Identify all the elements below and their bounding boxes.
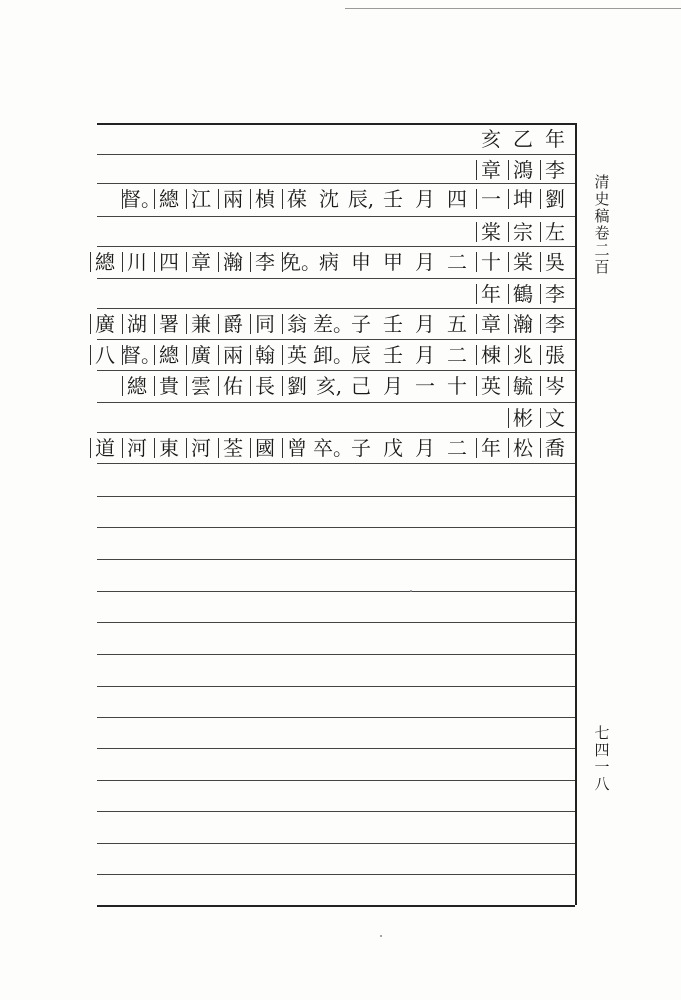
event-char: 卒。 bbox=[313, 436, 353, 460]
table-row bbox=[99, 184, 573, 214]
event-char: 曾 bbox=[281, 433, 313, 463]
event-char: 總 bbox=[89, 247, 121, 277]
name-char: 李 bbox=[539, 155, 571, 185]
event-char: 辰, bbox=[347, 187, 375, 211]
paper-speck bbox=[410, 590, 412, 592]
event-char: 葆 bbox=[281, 184, 313, 214]
row-rule bbox=[97, 463, 575, 464]
name-char: 十 bbox=[475, 247, 507, 277]
name-char: 李 bbox=[539, 309, 571, 339]
governor-name bbox=[475, 371, 571, 401]
name-char: 一 bbox=[475, 184, 507, 214]
event-text bbox=[89, 340, 473, 370]
name-char: 兆 bbox=[507, 340, 539, 370]
event-char: 兩 bbox=[217, 184, 249, 214]
event-char: 免。 bbox=[281, 247, 313, 277]
table-right-border bbox=[575, 123, 577, 905]
event-char: 總 bbox=[153, 340, 185, 370]
event-char: 督。 bbox=[121, 340, 153, 370]
event-char: 章 bbox=[185, 247, 217, 277]
event-char: 總 bbox=[121, 371, 153, 401]
event-char: 李 bbox=[249, 247, 281, 277]
name-char: 坤 bbox=[507, 184, 539, 214]
governor-name bbox=[475, 184, 571, 214]
event-char: 佑 bbox=[217, 371, 249, 401]
governor-name bbox=[475, 309, 571, 339]
event-char: 子 bbox=[351, 312, 371, 336]
row-rule bbox=[97, 622, 575, 623]
event-char: 四 bbox=[153, 247, 185, 277]
name-char: 年 bbox=[475, 279, 507, 309]
row-rule bbox=[97, 748, 575, 749]
event-char: 月 bbox=[415, 312, 435, 336]
event-char: 沈 bbox=[319, 187, 339, 211]
event-char: 瀚 bbox=[217, 247, 249, 277]
event-char: 翰 bbox=[249, 340, 281, 370]
table-row bbox=[95, 309, 573, 339]
governor-name bbox=[475, 279, 571, 309]
name-char: 瀚 bbox=[507, 309, 539, 339]
event-char: 亥, bbox=[315, 374, 343, 398]
event-char: 壬 bbox=[383, 187, 403, 211]
table-row bbox=[95, 340, 573, 370]
event-char: 英 bbox=[281, 340, 313, 370]
event-char: 子 bbox=[351, 436, 371, 460]
row-rule bbox=[97, 591, 575, 592]
name-char: 李 bbox=[539, 279, 571, 309]
governor-name bbox=[475, 433, 571, 463]
row-rule bbox=[97, 654, 575, 655]
event-char: 江 bbox=[185, 184, 217, 214]
name-char: 左 bbox=[539, 217, 571, 247]
name-char: 松 bbox=[507, 433, 539, 463]
top-edge-line bbox=[345, 8, 681, 9]
event-char: 爵 bbox=[217, 309, 249, 339]
volume-title-text: 清 史 稿 卷 二 百 bbox=[594, 173, 610, 276]
name-char: 吳 bbox=[539, 247, 571, 277]
event-char: 月 bbox=[415, 343, 435, 367]
event-char: 楨 bbox=[249, 184, 281, 214]
name-char: 喬 bbox=[539, 433, 571, 463]
name-char: 彬 bbox=[507, 403, 539, 433]
event-char: 道 bbox=[89, 433, 121, 463]
name-char: 鴻 bbox=[507, 155, 539, 185]
event-char: 月 bbox=[415, 436, 435, 460]
row-rule bbox=[97, 843, 575, 844]
event-char: 病 bbox=[319, 250, 339, 274]
event-char: 五 bbox=[447, 312, 467, 336]
event-char: 國 bbox=[249, 433, 281, 463]
paper-speck bbox=[380, 935, 382, 937]
event-char: 己 bbox=[351, 374, 371, 398]
event-char: 月 bbox=[415, 187, 435, 211]
governor-name bbox=[475, 403, 571, 433]
governor-name bbox=[475, 155, 571, 185]
event-char: 二 bbox=[447, 343, 467, 367]
name-char: 棠 bbox=[507, 247, 539, 277]
name-char: 章 bbox=[475, 155, 507, 185]
row-rule bbox=[97, 717, 575, 718]
event-char: 雲 bbox=[185, 371, 217, 401]
name-char: 岑 bbox=[539, 371, 571, 401]
table-row bbox=[99, 371, 573, 401]
event-char: 翁 bbox=[281, 309, 313, 339]
event-char: 辰 bbox=[351, 343, 371, 367]
event-char: 月 bbox=[415, 250, 435, 274]
event-text bbox=[121, 371, 473, 401]
event-char: 劉 bbox=[281, 371, 313, 401]
governor-name bbox=[475, 124, 571, 154]
name-char: 英 bbox=[475, 371, 507, 401]
row-rule bbox=[97, 496, 575, 497]
name-char: 劉 bbox=[539, 184, 571, 214]
page-number bbox=[592, 725, 612, 793]
table-row bbox=[99, 279, 573, 309]
event-char: 十 bbox=[447, 374, 467, 398]
event-char: 荃 bbox=[217, 433, 249, 463]
row-rule bbox=[97, 905, 575, 907]
name-char: 宗 bbox=[507, 217, 539, 247]
name-char: 毓 bbox=[507, 371, 539, 401]
row-rule bbox=[97, 527, 575, 528]
name-char: 張 bbox=[539, 340, 571, 370]
event-char: 差。 bbox=[313, 312, 353, 336]
name-char: 年 bbox=[475, 433, 507, 463]
event-char: 長 bbox=[249, 371, 281, 401]
name-char: 鶴 bbox=[507, 279, 539, 309]
event-char: 河 bbox=[185, 433, 217, 463]
event-char: 廣 bbox=[89, 309, 121, 339]
event-char: 兩 bbox=[217, 340, 249, 370]
event-char: 申 bbox=[351, 250, 371, 274]
event-char: 八 bbox=[89, 340, 121, 370]
event-char: 貴 bbox=[153, 371, 185, 401]
event-char: 二 bbox=[447, 436, 467, 460]
row-rule bbox=[97, 874, 575, 875]
table-row bbox=[99, 124, 573, 154]
event-char: 一 bbox=[415, 374, 435, 398]
name-char: 亥 bbox=[481, 127, 501, 151]
governor-name bbox=[475, 247, 571, 277]
row-rule bbox=[97, 811, 575, 812]
event-text bbox=[121, 184, 473, 214]
event-text bbox=[89, 247, 473, 277]
event-char: 川 bbox=[121, 247, 153, 277]
volume-title bbox=[592, 174, 612, 276]
name-char: 文 bbox=[539, 403, 571, 433]
event-char: 二 bbox=[447, 250, 467, 274]
event-char: 督。 bbox=[121, 184, 153, 214]
event-char: 甲 bbox=[383, 250, 403, 274]
event-char: 四 bbox=[447, 187, 467, 211]
name-char: 棟 bbox=[475, 340, 507, 370]
event-char: 廣 bbox=[185, 340, 217, 370]
row-rule bbox=[97, 780, 575, 781]
event-text bbox=[89, 433, 473, 463]
event-char: 戊 bbox=[383, 436, 403, 460]
table-row bbox=[95, 433, 573, 463]
event-char: 月 bbox=[383, 374, 403, 398]
table-row bbox=[99, 155, 573, 185]
table-row bbox=[99, 217, 573, 247]
page-number-text: 七 四 一 八 bbox=[594, 724, 610, 793]
table-row bbox=[99, 403, 573, 433]
event-char: 東 bbox=[153, 433, 185, 463]
event-char: 壬 bbox=[383, 343, 403, 367]
name-char: 棠 bbox=[475, 217, 507, 247]
row-rule bbox=[97, 559, 575, 560]
event-text bbox=[89, 309, 473, 339]
event-char: 湖 bbox=[121, 309, 153, 339]
name-char: 章 bbox=[475, 309, 507, 339]
name-char: 年 bbox=[545, 127, 565, 151]
row-rule bbox=[97, 686, 575, 687]
name-char: 乙 bbox=[513, 127, 533, 151]
governor-name bbox=[475, 340, 571, 370]
table-row bbox=[95, 247, 573, 277]
governor-name bbox=[475, 217, 571, 247]
event-char: 卸。 bbox=[313, 343, 353, 367]
event-char: 河 bbox=[121, 433, 153, 463]
event-char: 署 bbox=[153, 309, 185, 339]
event-char: 總 bbox=[153, 184, 185, 214]
event-char: 同 bbox=[249, 309, 281, 339]
event-char: 壬 bbox=[383, 312, 403, 336]
event-char: 兼 bbox=[185, 309, 217, 339]
